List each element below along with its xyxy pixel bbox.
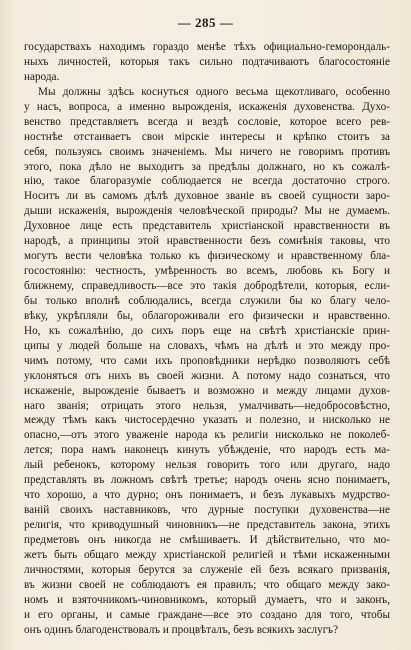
text-line: этого, пока дѣло не выходитъ за предѣлы должнаго, но къ сожалѣ- [24, 160, 390, 173]
text-line: представлять въ ложномъ свѣтѣ третье; народъ очень ясно понимаетъ, [24, 474, 390, 487]
text-line: народа. [24, 70, 60, 83]
text-line: и его органы, и самые граждане—все это создано для того, чтобы [24, 608, 390, 621]
text-line: ностнѣе отстаиваетъ свои мірскіе интересы и крѣпко стоитъ за [24, 130, 390, 143]
text-line: предметовъ онъ никогда не смѣшиваетъ. И дѣйствительно, что мо- [24, 533, 390, 546]
text-line: дыши искаженія, вырожденія человѣческой природы? Мы не думаемъ. [24, 205, 390, 218]
text-line: номъ и взяточникомъ-чиновникомъ, который думаетъ, что и законъ, [24, 593, 390, 606]
text-line: Мы должны здѣсь коснуться одного весьма щекотливаго, особенно [38, 85, 390, 98]
text-line: себя, пользуясь своимъ значеніемъ. Мы ничего не говоримъ противъ [24, 145, 390, 158]
page-number: — 285 — [177, 15, 234, 30]
text-line: Носитъ ли въ самомъ дѣлѣ духовное званіе въ своей сущности заро- [24, 190, 390, 203]
text-line: онъ одинъ благоденствовалъ и процвѣталъ, безъ всякихъ заслугъ? [24, 623, 339, 636]
text-line: лый ребенокъ, которому нельзя говорить того или другаго, надо [24, 459, 390, 472]
text-line: нію, такое благоразуміе соблюдается не всегда достаточно строго. [24, 175, 390, 188]
text-line: у насъ, вопроса, а именно вырожденія, искаженія духовенства. Духо- [24, 100, 390, 113]
text-line: ваній своихъ наставниковъ, что дурные поступки духовенства—не [24, 504, 390, 517]
text-line: ципы у людей больше на словахъ, чѣмъ на дѣлѣ и это между про- [24, 339, 390, 352]
text-line: религія, что криводушный чиновникъ—не представитель закона, этихъ [24, 519, 390, 531]
text-line: опасно,—отъ этого уваженіе народа къ религіи нисколько не поколеб- [24, 429, 390, 442]
text-line: уклоняться отъ нихъ въ своей жизни. А потому надо сознаться, что [24, 369, 390, 382]
text-line: госостоянію: честность, умѣренность во всемъ, любовь къ Богу и [24, 265, 390, 278]
text-line: венство представляетъ всегда и вездѣ сословіе, которое всего рев- [24, 115, 390, 128]
text-line: вѣку, укрѣпляли бы, облагороживали его физически и нравственно. [24, 309, 390, 322]
text-line: Но, къ сожалѣнію, до сихъ поръ еще на свѣтѣ христіанскіе прин- [24, 324, 390, 337]
text-line: между тѣмъ какъ чистосердечно указать и полезно, и нисколько не [24, 414, 390, 427]
text-line: чимъ потому, что сами ихъ проповѣдники нерѣдко позволяютъ себѣ [24, 354, 390, 367]
text-line: могутъ вести человѣка только къ физическому и нравственному бла- [24, 250, 390, 263]
text-line: что хорошо, а что дурно; онъ понимаетъ, и безъ лукавыхъ мудрство- [24, 489, 390, 502]
text-line: жетъ быть общаго между христіанской религіей и тѣми искаженными [24, 548, 390, 561]
text-line: бы только вполнѣ соблюдались, всегда служили бы ко благу чело- [24, 294, 390, 307]
text-line: искаженіе, вырожденіе бываетъ и возможно и между лицами духов- [24, 384, 390, 397]
text-line: наго званія; отрицать этого нельзя, умалчивать—недобросовѣстно, [24, 399, 390, 412]
text-line: лется; пора намъ наконецъ кинуть убѣжденіе, что народъ есть ма- [24, 444, 390, 457]
text-line: Духовное лице есть представитель христіанской нравственности въ [24, 220, 390, 233]
text-line: ныхъ личностей, которыя такъ сильно подтачиваютъ благосостояніе [24, 55, 390, 68]
body-text [24, 40, 390, 638]
text-line: ближнему, справедливость—все это такія добродѣтели, которыя, если- [24, 280, 390, 292]
text-line: народѣ, а принципы этой нравственности безъ сомнѣнія таковы, что [24, 235, 390, 248]
text-line: въ жизни своей не соблюдаютъ ея правилъ; что общаго между зако- [24, 578, 390, 591]
text-line: государствахъ находимъ гораздо менѣе тѣхъ официально-геморондаль- [24, 41, 390, 53]
text-line: личностями, которыя берутся за служеніе ей безъ всякаго призванія, [24, 563, 390, 576]
